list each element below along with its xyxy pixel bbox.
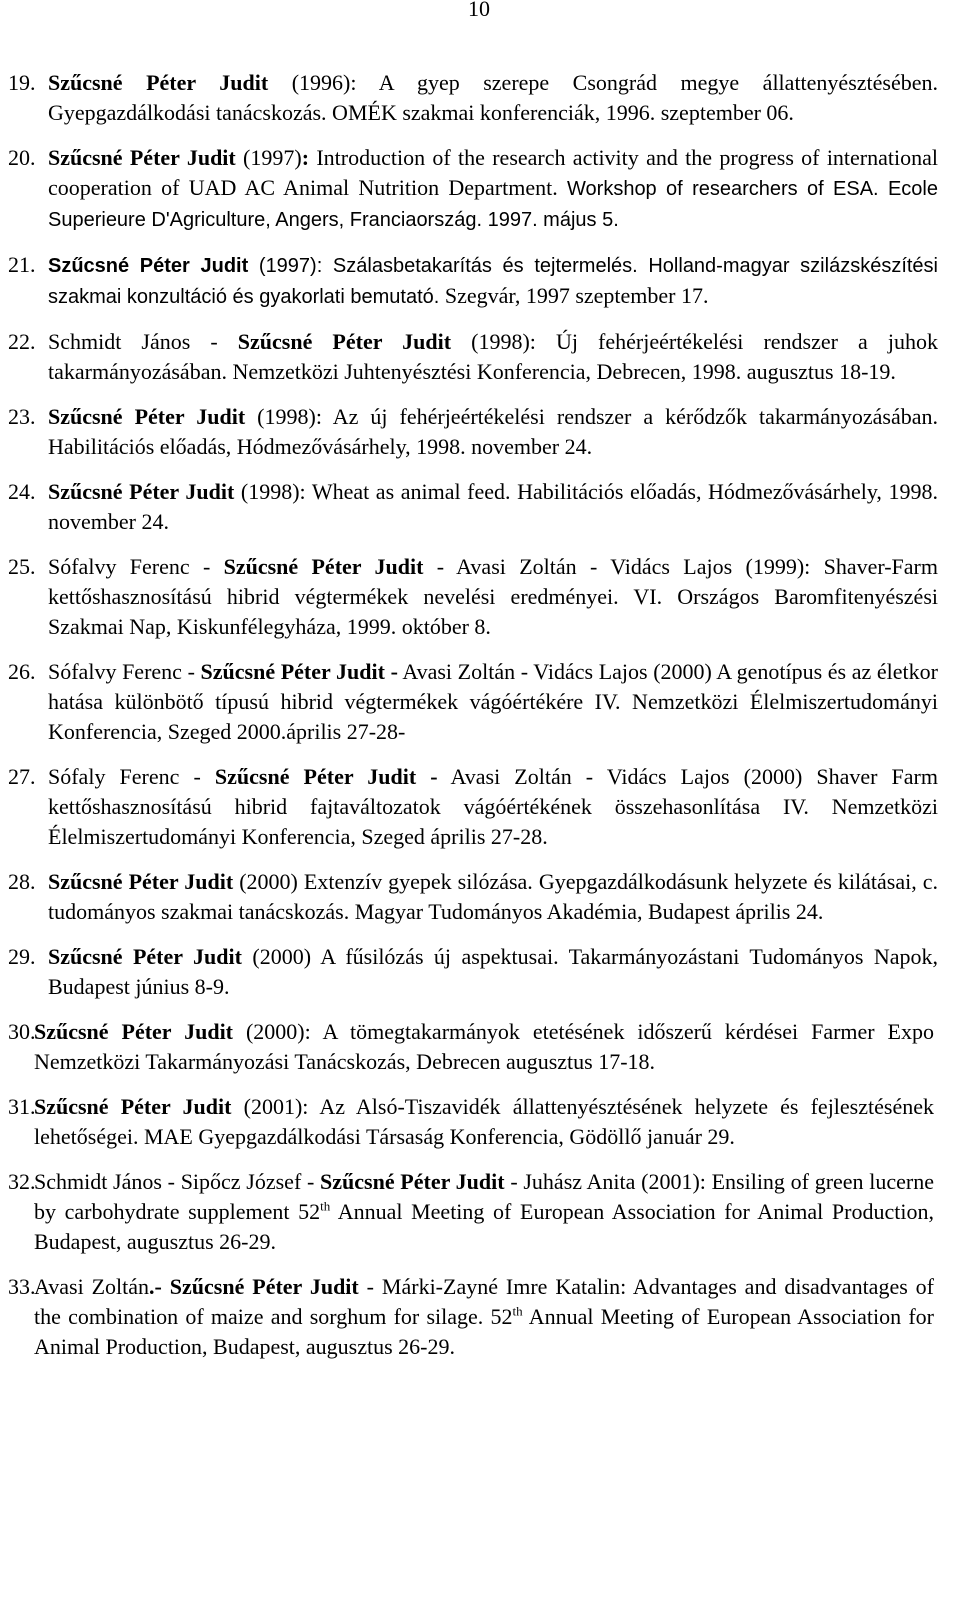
- reference-number: 33.: [8, 1274, 36, 1299]
- author-highlight: Szűcsné Péter Judit: [48, 70, 269, 95]
- author-highlight: Szűcsné Péter Judit: [34, 1019, 234, 1044]
- reference-item: [8, 867, 938, 927]
- author-highlight: Szűcsné Péter Judit -: [200, 659, 398, 684]
- reference-item: [8, 68, 938, 128]
- reference-segment: Annual Meeting of European Association for Animal Production, Budapest, augusztus 26-29.: [34, 1199, 934, 1254]
- reference-number: 23.: [8, 404, 36, 429]
- author-highlight: Szűcsné Péter Judit: [320, 1169, 505, 1194]
- reference-text: [34, 1274, 934, 1359]
- reference-number: 25.: [8, 554, 36, 579]
- reference-segment: Schmidt János - Sipőcz József -: [34, 1169, 321, 1194]
- reference-segment: Szegvár, 1997 szeptember 17.: [444, 283, 709, 308]
- reference-number: 26.: [8, 659, 36, 684]
- reference-text: [48, 764, 938, 849]
- reference-segment: (2000) A fűsilózás új aspektusai. Takarmányozástani Tudományos Napok, Budapest június 8-9.: [48, 944, 939, 999]
- reference-number: 20.: [8, 145, 36, 170]
- reference-item: [8, 1272, 935, 1362]
- reference-number: 19.: [8, 70, 36, 95]
- author-highlight: Szűcsné Péter Judit: [48, 145, 236, 170]
- reference-item: [8, 657, 938, 747]
- author-highlight: Szűcsné Péter Judit: [223, 554, 424, 579]
- reference-segment: (1998): Az új fehérjeértékelési rendszer a kérődzők takarmányozásában. Habilitációs előadás, Hódmezővásárhely, 1998. november 24.: [48, 404, 938, 459]
- author-highlight: .- Szűcsné Péter Judit: [149, 1274, 359, 1299]
- reference-segment: (1997): [235, 145, 302, 170]
- reference-text: [34, 1169, 934, 1254]
- reference-segment: - Juhász Anita (2001): Ensiling of green lucerne by carbohydrate supplement 52: [34, 1169, 934, 1224]
- reference-text: [34, 1094, 934, 1149]
- reference-item: [8, 942, 939, 1002]
- reference-number: 29.: [8, 944, 36, 969]
- reference-segment: Workshop of researchers of ESA. Ecole Superieure D'Agriculture, Angers, Franciaország. 1997. május 5.: [48, 178, 938, 231]
- author-highlight: Szűcsné Péter Judit: [48, 479, 235, 504]
- reference-text: [48, 944, 938, 999]
- reference-text: [48, 479, 938, 534]
- author-highlight: Szűcsné Péter Judit -: [214, 764, 438, 789]
- reference-text: [48, 329, 938, 384]
- reference-segment: Sófalvy Ferenc -: [48, 659, 201, 684]
- reference-item: [8, 762, 938, 852]
- reference-segment: (1998): Wheat as animal feed. Habilitációs előadás, Hódmezővásárhely, 1998. november 24.: [48, 479, 938, 534]
- reference-item: [8, 1167, 934, 1257]
- reference-segment: (1996): A gyep szerepe Csongrád megye állattenyésztésében. Gyepgazdálkodási tanácskozás. OMÉK szakmai konferenciák, 1996. szeptember 06.: [48, 70, 938, 125]
- reference-number: 27.: [8, 764, 36, 789]
- reference-item: [8, 1092, 934, 1152]
- reference-segment: - Márki-Zayné Imre Katalin: Advantages and disadvantages of the combination of maize and sorghum for silage. 52: [34, 1274, 935, 1329]
- author-highlight: Szűcsné Péter Judit: [48, 404, 246, 429]
- author-highlight: Szűcsné Péter Judit: [34, 1094, 232, 1119]
- reference-text: [48, 554, 938, 639]
- author-highlight: Szűcsné Péter Judit: [237, 329, 452, 354]
- reference-item: [8, 1017, 934, 1077]
- reference-number: 22.: [8, 329, 36, 354]
- reference-segment: Sófalvy Ferenc -: [48, 554, 224, 579]
- reference-segment: Annual Meeting of European Association for Animal Production, Budapest, augusztus 26-29.: [34, 1304, 934, 1359]
- reference-segment: (1997): Szálasbetakarítás és tejtermelés.: [248, 255, 649, 277]
- author-highlight: Szűcsné Péter Judit: [48, 255, 249, 277]
- superscript: th: [320, 1198, 331, 1214]
- reference-segment: Sófaly Ferenc -: [48, 764, 215, 789]
- reference-segment: Holland-magyar szilázskészítési szakmai konzultáció és gyakorlati bemutató.: [48, 255, 938, 308]
- reference-segment: (2000): A tömegtakarmányok etetésének időszerű kérdései Farmer Expo Nemzetközi Takarmányozási Tanácskozás, Debrecen augusztus 17-18.: [34, 1019, 934, 1074]
- reference-number: 31.: [8, 1094, 36, 1119]
- reference-segment: (2001): Az Alsó-Tiszavidék állattenyésztésének helyzete és fejlesztésének lehetőségei. MAE Gyepgazdálkodási Társaság Konferencia, Gödöllő január 29.: [34, 1094, 934, 1149]
- author-highlight: Szűcsné Péter Judit: [48, 944, 242, 969]
- reference-text: [48, 869, 938, 924]
- reference-text: [48, 70, 938, 125]
- author-highlight: :: [301, 145, 310, 170]
- reference-segment: - Avasi Zoltán - Vidács Lajos (1999): Shaver-Farm kettőshasznosítású hibrid végtermékek nevelési eredményei. VI. Országos Baromfitenyészési Szakmai Nap, Kiskunfélegyháza, 1999. október 8.: [48, 554, 939, 639]
- reference-text: [48, 659, 938, 744]
- reference-item: [8, 477, 938, 537]
- reference-segment: (2000) Extenzív gyepek silózása. Gyepgazdálkodásunk helyzete és kilátásai, c. tudományos szakmai tanácskozás. Magyar Tudományos Akadémia, Budapest április 24.: [48, 869, 938, 924]
- reference-number: 32.: [8, 1169, 36, 1194]
- page-number: 10: [468, 0, 490, 21]
- author-highlight: Szűcsné Péter Judit: [48, 869, 234, 894]
- reference-item: [8, 327, 938, 387]
- reference-text: [48, 252, 938, 308]
- reference-number: 21.: [8, 252, 36, 277]
- reference-text: [48, 404, 938, 459]
- reference-segment: Avasi Zoltán - Vidács Lajos (2000) Shaver Farm kettőshasznosítású hibrid fajtaváltozatok vágóértékének összehasonlítása IV. Nemzetközi Élelmiszertudományi Konferencia, Szeged április 27-28.: [48, 764, 938, 849]
- reference-text: [48, 145, 938, 231]
- reference-item: [8, 552, 939, 642]
- reference-number: 28.: [8, 869, 36, 894]
- reference-segment: Avasi Zoltán - Vidács Lajos (2000) A genotípus és az életkor hatása különbötő típusú hibrid végtermékek vágóértékére IV. Nemzetközi Élelmiszertudományi Konferencia, Szeged 2000.április 27-28-: [48, 659, 938, 744]
- reference-list: [0, 68, 960, 1377]
- reference-text: [34, 1019, 934, 1074]
- reference-item: [8, 143, 938, 235]
- reference-item: [8, 402, 938, 462]
- reference-item: [8, 250, 938, 312]
- reference-segment: (1998): Új fehérjeértékelési rendszer a juhok takarmányozásában. Nemzetközi Juhtenyésztési Konferencia, Debrecen, 1998. augusztus 18-19.: [48, 329, 938, 384]
- reference-segment: Schmidt János -: [48, 329, 238, 354]
- reference-segment: Avasi Zoltán: [34, 1274, 150, 1299]
- superscript: th: [512, 1303, 523, 1319]
- reference-number: 24.: [8, 479, 36, 504]
- reference-segment: Introduction of the research activity and the progress of international cooperation of UAD AC Animal Nutrition Department.: [48, 145, 938, 200]
- reference-number: 30.: [8, 1019, 36, 1044]
